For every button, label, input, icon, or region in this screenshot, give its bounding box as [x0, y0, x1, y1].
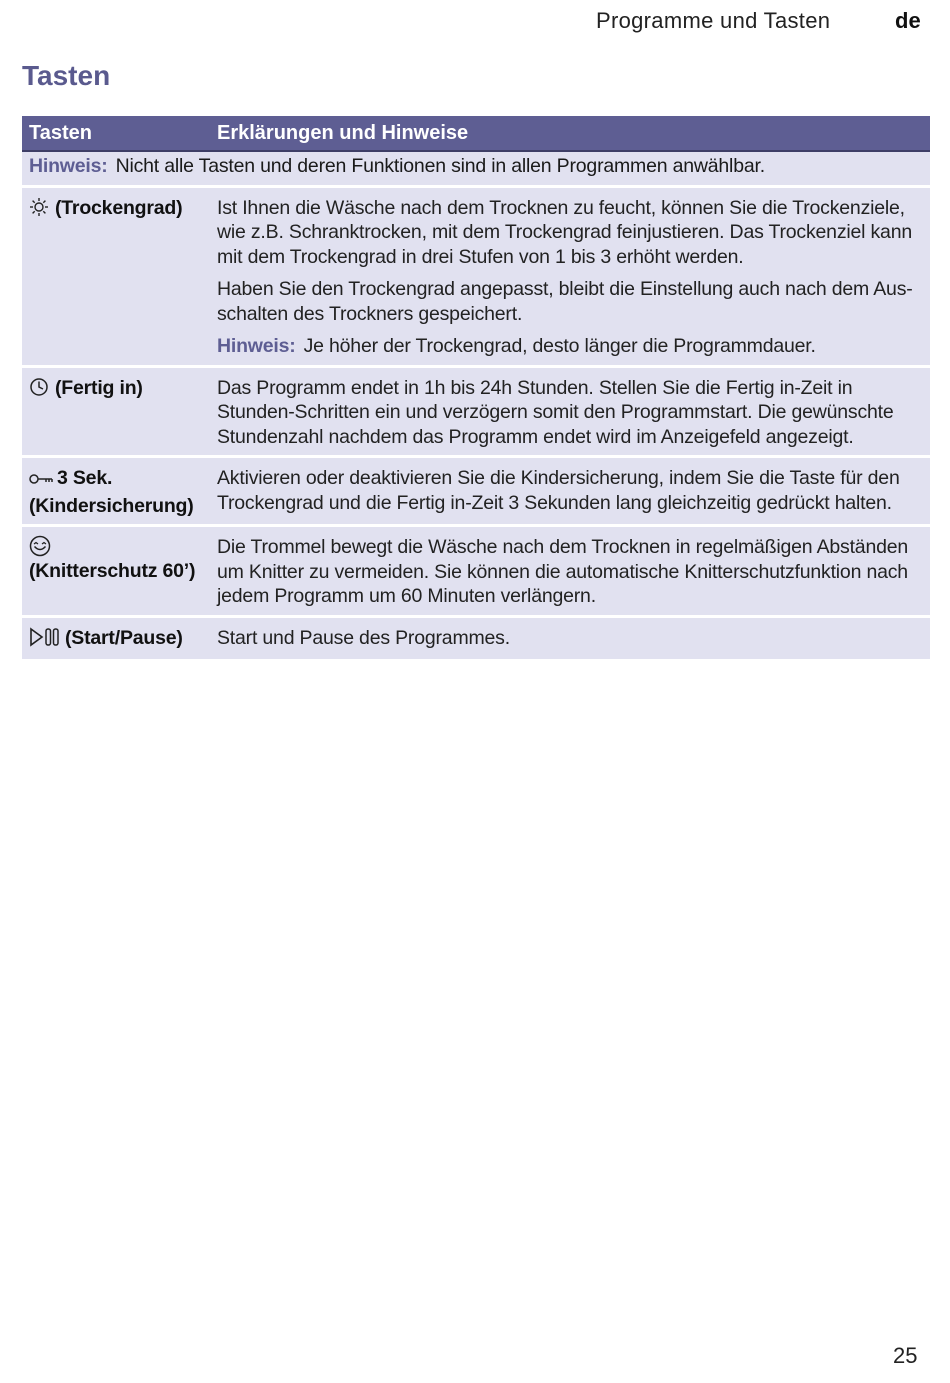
page-title: Tasten	[22, 60, 111, 91]
row-description	[217, 458, 930, 524]
play-pause-icon	[29, 627, 61, 654]
row-key	[22, 188, 217, 365]
row-key	[22, 368, 217, 456]
row-key-label: (Knitterschutz 60’)	[29, 560, 196, 582]
row-key	[22, 527, 217, 615]
row-key-label: (Start/Pause)	[65, 626, 183, 649]
description-paragraph: Das Programm endet in 1h bis 24h Stunden. Stellen Sie die Fertig in-Zeit in Stunden-Schritten ein und verzögern somit den Programmstart. Die gewünschte Stundenzahl nachdem das Programm endet wird im Anzeigefeld angezeigt.	[217, 376, 894, 448]
sun-icon	[29, 197, 49, 224]
row-key-label: 3 Sek. (Kindersicherung)	[29, 467, 194, 517]
table-header	[22, 116, 930, 152]
note-text: Nicht alle Tasten und deren Funktionen sind in allen Programmen anwählbar.	[115, 155, 765, 177]
table-note-row	[22, 152, 930, 188]
row-description	[217, 618, 930, 660]
table-row-knitterschutz	[22, 527, 930, 618]
row-key-label: (Fertig in)	[55, 376, 143, 399]
column-header-key: Tasten	[29, 121, 92, 144]
description-paragraph: Haben Sie den Trockengrad angepasst, bleibt die Einstellung auch nach dem Ausschalten des Trockners gespeichert.	[217, 278, 913, 325]
note-text: Je höher der Trockengrad, desto länger die Programmdauer.	[303, 335, 816, 357]
note-label: Hinweis:	[217, 335, 296, 357]
clock-icon	[29, 377, 49, 404]
header-language: de	[895, 8, 921, 33]
description-paragraph: Start und Pause des Programmes.	[217, 626, 510, 649]
table-row-fertig-in	[22, 368, 930, 459]
header-section-title: Programme und Tasten	[596, 8, 831, 33]
description-paragraph: Aktivieren oder deaktivieren Sie die Kindersicherung, indem Sie die Taste für den Trockengrad und die Fertig in-Zeit 3 Sekunden lang gleichzeitig gedrückt halten.	[217, 467, 900, 514]
description-note	[217, 334, 922, 359]
row-description	[217, 527, 930, 615]
row-description	[217, 368, 930, 456]
row-description	[217, 188, 930, 365]
key-icon	[29, 469, 53, 494]
note-label: Hinweis:	[29, 155, 108, 177]
buttons-table	[22, 116, 930, 662]
table-row-start-pause	[22, 618, 930, 663]
table-row-trockengrad	[22, 188, 930, 368]
page-number: 25	[893, 1343, 918, 1368]
description-paragraph: Die Trommel bewegt die Wäsche nach dem Trocknen in regelmäßigen Abständen um Knitter zu vermeiden. Sie können die automatische Knitterschutzfunktion nach jedem Programm um 60 Minuten verlängern.	[217, 536, 909, 607]
table-row-kindersicherung	[22, 458, 930, 527]
column-header-description: Erklärungen und Hinweise	[217, 121, 469, 144]
row-key	[22, 458, 217, 524]
row-key	[22, 618, 217, 660]
description-paragraph: Ist Ihnen die Wäsche nach dem Trocknen zu feucht, können Sie die Trockenziele, wie z.B. Schranktrocken, mit dem Trockengrad feinjustieren. Das Trockenziel kann mit dem Trockengrad in drei Stufen von 1 bis 3 erhöht werden.	[217, 196, 912, 268]
row-key-label: (Trockengrad)	[55, 196, 183, 219]
